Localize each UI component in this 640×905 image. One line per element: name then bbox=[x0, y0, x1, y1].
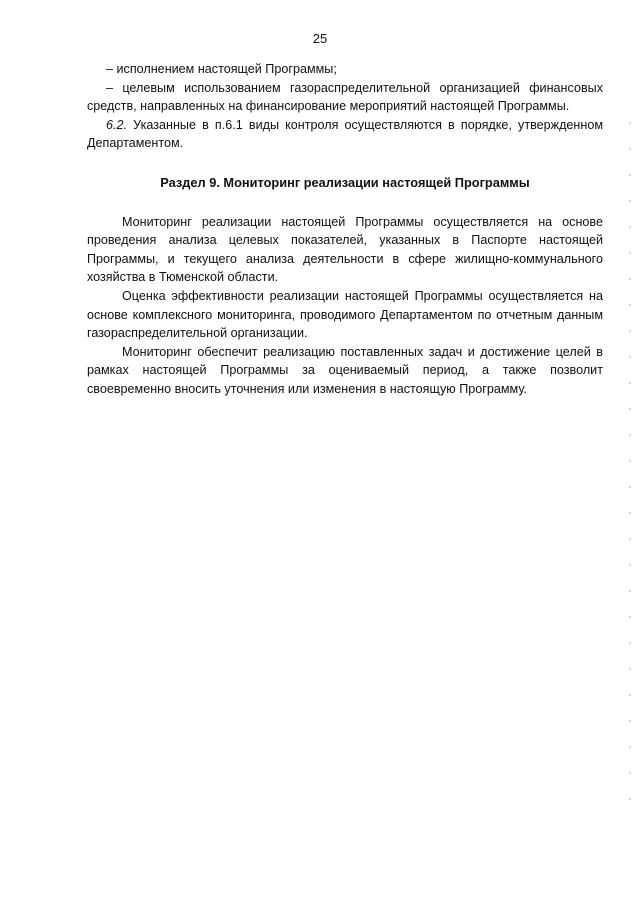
list-item-program-execution: – исполнением настоящей Программы; bbox=[106, 62, 337, 76]
paragraph-monitoring-basis: Мониторинг реализации настоящей Программы осуществляется на основе проведения анализа целевых показателей, указанных в Паспорте настоящей Программы, и текущего анализа деятельности в сфере жилищно-коммунального хозяйства в Тюменской области. bbox=[87, 214, 603, 285]
clause-text: Указанные в п.6.1 виды контроля осуществляются в порядке, утвержденном Департаментом. bbox=[87, 117, 603, 151]
paragraph-efficiency-evaluation: Оценка эффективности реализации настоящей Программы осуществляется на основе комплексного мониторинга, проводимого Департаментом по отчетным данным газораспределительной организации. bbox=[87, 288, 603, 341]
clause-number: 6.2. bbox=[106, 117, 128, 132]
page-number: 25 bbox=[312, 31, 328, 46]
list-item-targeted-use-of-funds: – целевым использованием газораспределительной организацией финансовых средств, направленных на финансирование мероприятий настоящей Программы. bbox=[87, 80, 603, 114]
page-content bbox=[87, 60, 603, 399]
paragraph-monitoring-outcomes: Мониторинг обеспечит реализацию поставленных задач и достижение целей в рамках настоящей Программы за оцениваемый период, а также позволит своевременно вносить уточнения или изменения в настоящую Программу. bbox=[87, 344, 603, 396]
clause-6-2 bbox=[87, 116, 603, 153]
margin-dot-marks bbox=[629, 110, 631, 810]
section-title: Раздел 9. Мониторинг реализации настоящей Программы bbox=[160, 174, 530, 190]
